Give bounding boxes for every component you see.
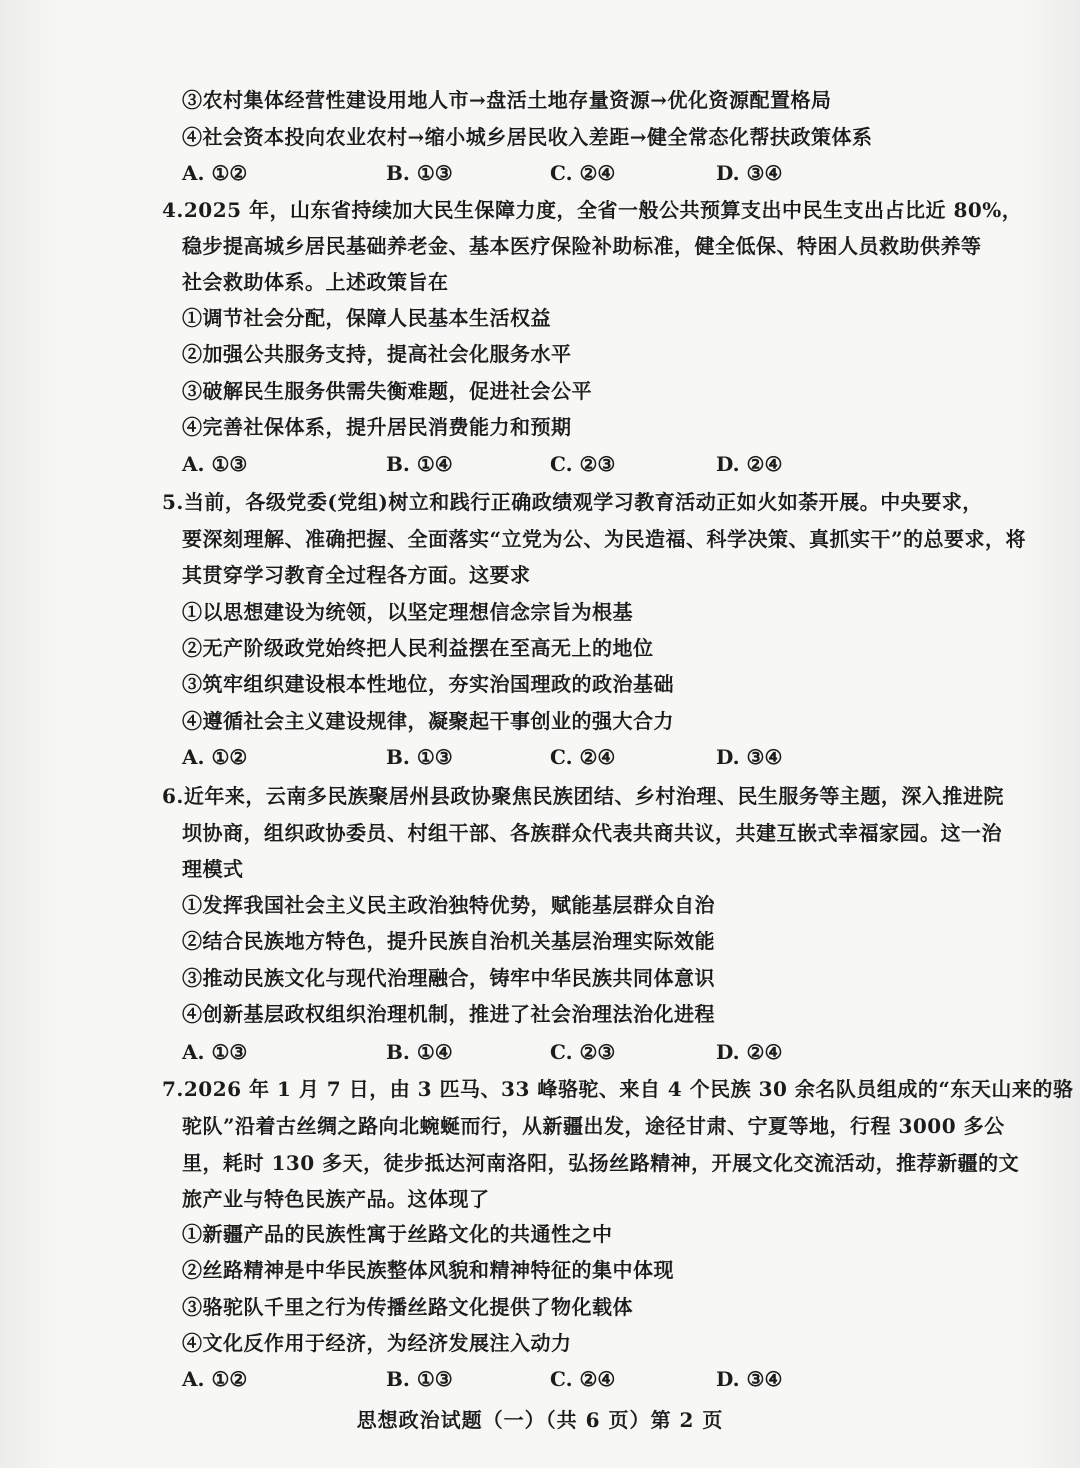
q4-option-a: A. ①③ <box>182 452 248 476</box>
q7-item-2: ②丝路精神是中华民族整体风貌和精神特征的集中体现 <box>182 1258 674 1282</box>
q5-stem-line: 其贯穿学习教育全过程各方面。这要求 <box>182 563 531 587</box>
q5-item-3: ③筑牢组织建设根本性地位，夯实治国理政的政治基础 <box>182 672 674 696</box>
q6-item-3: ③推动民族文化与现代治理融合，铸牢中华民族共同体意识 <box>182 966 715 990</box>
q7-option-a: A. ①② <box>182 1367 248 1391</box>
q3-option-a: A. ①② <box>182 161 248 185</box>
q3-option-d: D. ③④ <box>716 161 783 185</box>
q7-stem-line: 7.2026 年 1 月 7 日，由 3 匹马、33 峰骆驼、来自 4 个民族 30 余名队员组成的“东天山来的骆 <box>162 1077 1074 1101</box>
q6-option-a: A. ①③ <box>182 1040 248 1064</box>
q7-option-b: B. ①③ <box>386 1367 453 1391</box>
q6-stem-line: 坝协商，组织政协委员、村组干部、各族群众代表共商共议，共建互嵌式幸福家园。这一治 <box>182 821 1002 845</box>
q4-stem-line: 4.2025 年，山东省持续加大民生保障力度，全省一般公共预算支出中民生支出占比近 80%， <box>162 198 1023 222</box>
q4-item-2: ②加强公共服务支持，提高社会化服务水平 <box>182 342 572 366</box>
q7-item-1: ①新疆产品的民族性寓于丝路文化的共通性之中 <box>182 1222 613 1246</box>
q6-item-2: ②结合民族地方特色，提升民族自治机关基层治理实际效能 <box>182 929 715 953</box>
q3-item-4: ④社会资本投向农业农村→缩小城乡居民收入差距→健全常态化帮扶政策体系 <box>182 125 873 149</box>
q6-item-1: ①发挥我国社会主义民主政治独特优势，赋能基层群众自治 <box>182 893 715 917</box>
q6-option-b: B. ①④ <box>386 1040 453 1064</box>
q7-stem-line: 驼队”沿着古丝绸之路向北蜿蜒而行，从新疆出发，途径甘肃、宁夏等地，行程 3000 多公 <box>182 1114 1005 1138</box>
q6-option-c: C. ②③ <box>550 1040 616 1064</box>
q4-option-b: B. ①④ <box>386 452 453 476</box>
q5-item-4: ④遵循社会主义建设规律，凝聚起干事创业的强大合力 <box>182 709 674 733</box>
q6-stem-line: 6.近年来，云南多民族聚居州县政协聚焦民族团结、乡村治理、民生服务等主题，深入推进院 <box>162 784 1004 808</box>
q7-option-d: D. ③④ <box>716 1367 783 1391</box>
q5-stem-line: 要深刻理解、准确把握、全面落实“立党为公、为民造福、科学决策、真抓实干”的总要求，将 <box>182 527 1027 551</box>
q7-stem-line: 旅产业与特色民族产品。这体现了 <box>182 1187 490 1211</box>
q5-option-a: A. ①② <box>182 745 248 769</box>
q6-option-d: D. ②④ <box>716 1040 783 1064</box>
q3-option-c: C. ②④ <box>550 161 616 185</box>
q7-stem-line: 里，耗时 130 多天，徒步抵达河南洛阳，弘扬丝路精神，开展文化交流活动，推荐新疆的文 <box>182 1151 1020 1175</box>
q4-option-c: C. ②③ <box>550 452 616 476</box>
q7-option-c: C. ②④ <box>550 1367 616 1391</box>
q5-option-c: C. ②④ <box>550 745 616 769</box>
q7-item-4: ④文化反作用于经济，为经济发展注入动力 <box>182 1331 572 1355</box>
q6-item-4: ④创新基层政权组织治理机制，推进了社会治理法治化进程 <box>182 1002 715 1026</box>
q4-item-4: ④完善社保体系，提升居民消费能力和预期 <box>182 415 572 439</box>
q3-item-3: ③农村集体经营性建设用地人市→盘活土地存量资源→优化资源配置格局 <box>182 88 832 112</box>
q5-stem-line: 5.当前，各级党委(党组)树立和践行正确政绩观学习教育活动正如火如荼开展。中央要求， <box>162 490 983 514</box>
q4-stem-line: 稳步提高城乡居民基础养老金、基本医疗保险补助标准，健全低保、特困人员救助供养等 <box>182 234 982 258</box>
q5-option-d: D. ③④ <box>716 745 783 769</box>
q4-item-1: ①调节社会分配，保障人民基本生活权益 <box>182 306 551 330</box>
page-footer: 思想政治试题（一）（共 6 页）第 2 页 <box>356 1408 724 1432</box>
q5-item-2: ②无产阶级政党始终把人民利益摆在至高无上的地位 <box>182 636 654 660</box>
q4-item-3: ③破解民生服务供需失衡难题，促进社会公平 <box>182 379 592 403</box>
q5-option-b: B. ①③ <box>386 745 453 769</box>
q4-stem-line: 社会救助体系。上述政策旨在 <box>182 270 449 294</box>
q3-option-b: B. ①③ <box>386 161 453 185</box>
q6-stem-line: 理模式 <box>182 857 244 881</box>
q7-item-3: ③骆驼队千里之行为传播丝路文化提供了物化载体 <box>182 1295 633 1319</box>
q4-option-d: D. ②④ <box>716 452 783 476</box>
q5-item-1: ①以思想建设为统领，以坚定理想信念宗旨为根基 <box>182 600 633 624</box>
